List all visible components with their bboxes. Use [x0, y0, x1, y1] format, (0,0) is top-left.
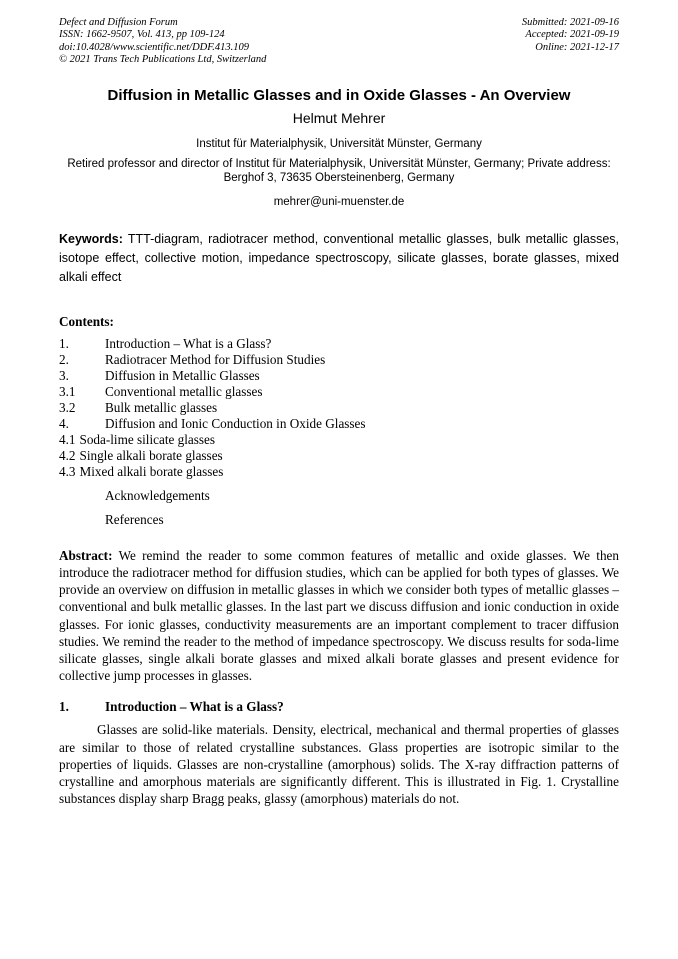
- section-1-number: 1.: [59, 699, 69, 715]
- toc-item: [59, 368, 619, 384]
- toc-item: [59, 448, 619, 464]
- toc-item: [59, 432, 619, 448]
- toc-item: [59, 400, 619, 416]
- toc-item: [59, 416, 619, 432]
- toc-item: [59, 464, 619, 480]
- toc-item-text: Introduction – What is a Glass?: [105, 335, 272, 351]
- abstract-label: Abstract:: [59, 547, 113, 563]
- toc-item-number: 4.2: [59, 447, 76, 463]
- toc-item-number: 4.3: [59, 463, 76, 479]
- accepted-date: Accepted: 2021-09-19: [525, 29, 619, 41]
- affiliation-note: Retired professor and director of Institut für Materialphysik, Universität Münster, Germany; Private address: Berghof 3, 73635 Obersteinenberg, Germany: [67, 157, 611, 185]
- toc-item-number: 3.: [59, 367, 69, 383]
- toc-references: References: [105, 511, 164, 527]
- section-1-heading: [59, 698, 619, 715]
- toc-item-text: Conventional metallic glasses: [105, 383, 263, 399]
- toc-item-number: 1.: [59, 335, 69, 351]
- section-1-paragraph: Glasses are solid-like materials. Density, electrical, mechanical and thermal properties of glasses are similar to those of related crystalline substances. Glass properties are isotropic similar to the properties of liquids. Glasses are non-crystalline (amorphous) solids. The X-ray diffraction patterns of crystalline and amorphous materials are significantly different. This is illustrated in Fig. 1. Crystalline substances display sharp Bragg peaks, glassy (amorphous) materials do not.: [59, 722, 619, 807]
- author-name: Helmut Mehrer: [292, 110, 386, 127]
- journal-doi: doi:10.4028/www.scientific.net/DDF.413.109: [59, 41, 250, 53]
- journal-header-left: [59, 17, 266, 66]
- journal-name: Defect and Diffusion Forum: [59, 17, 178, 28]
- toc-item-number: 4.: [59, 415, 69, 431]
- toc-item-text: Single alkali borate glasses: [79, 447, 223, 463]
- abstract-text: We remind the reader to some common features of metallic and oxide glasses. We then introduce the radiotracer method for diffusion studies, which can be applied for both types of glasses. We provide an overview on diffusion in metallic glasses in which we consider both types of metallic glasses – conventional and bulk metallic glasses. In the last part we discuss diffusion and ionic conduction in oxide glasses. For ionic glasses, conductivity measurements are an important complement to tracer diffusion studies. We remind the reader to the method of impedance spectroscopy. We discuss results for soda-lime silicate glasses, single alkali borate glasses and mixed alkali borate glasses and present evidence for collective jump processes in glasses.: [59, 547, 619, 684]
- paper-title: Diffusion in Metallic Glasses and in Oxide Glasses - An Overview: [107, 87, 571, 105]
- journal-copyright: © 2021 Trans Tech Publications Ltd, Switzerland: [59, 53, 267, 65]
- online-date: Online: 2021-12-17: [535, 41, 619, 53]
- toc-item-number: 3.2: [59, 399, 76, 415]
- toc-item: [59, 352, 619, 368]
- toc-item-number: 4.1: [59, 431, 76, 447]
- toc-item-text: Bulk metallic glasses: [105, 399, 218, 415]
- toc-item-number: 2.: [59, 351, 69, 367]
- toc-item-text: Diffusion in Metallic Glasses: [105, 367, 260, 383]
- toc-item-text: Diffusion and Ionic Conduction in Oxide Glasses: [105, 415, 366, 431]
- affiliation: Institut für Materialphysik, Universität Münster, Germany: [196, 138, 482, 151]
- table-of-contents: [59, 336, 619, 480]
- toc-item-number: 3.1: [59, 383, 76, 399]
- keywords-label: Keywords:: [59, 231, 123, 246]
- keywords-text: TTT-diagram, radiotracer method, conventional metallic glasses, bulk metallic glasses, isotope effect, collective motion, impedance spectroscopy, silicate glasses, borate glasses, mixed alkali effect: [59, 231, 619, 284]
- submitted-date: Submitted: 2021-09-16: [521, 17, 619, 28]
- toc-item-text: Soda-lime silicate glasses: [79, 431, 215, 447]
- toc-acknowledgements: Acknowledgements: [105, 487, 210, 503]
- journal-header: [59, 17, 619, 66]
- author-email: mehrer@uni-muenster.de: [273, 195, 405, 208]
- toc-item-text: Radiotracer Method for Diffusion Studies: [105, 351, 326, 367]
- toc-item: [59, 336, 619, 352]
- section-1-title: Introduction – What is a Glass?: [105, 699, 284, 715]
- contents-heading: Contents:: [59, 313, 114, 329]
- toc-item: [59, 384, 619, 400]
- journal-issn-volume: ISSN: 1662-9507, Vol. 413, pp 109-124: [59, 29, 225, 41]
- journal-header-dates: [522, 17, 619, 66]
- abstract-paragraph: [59, 547, 619, 685]
- toc-item-text: Mixed alkali borate glasses: [79, 463, 224, 479]
- keywords-paragraph: [59, 230, 619, 287]
